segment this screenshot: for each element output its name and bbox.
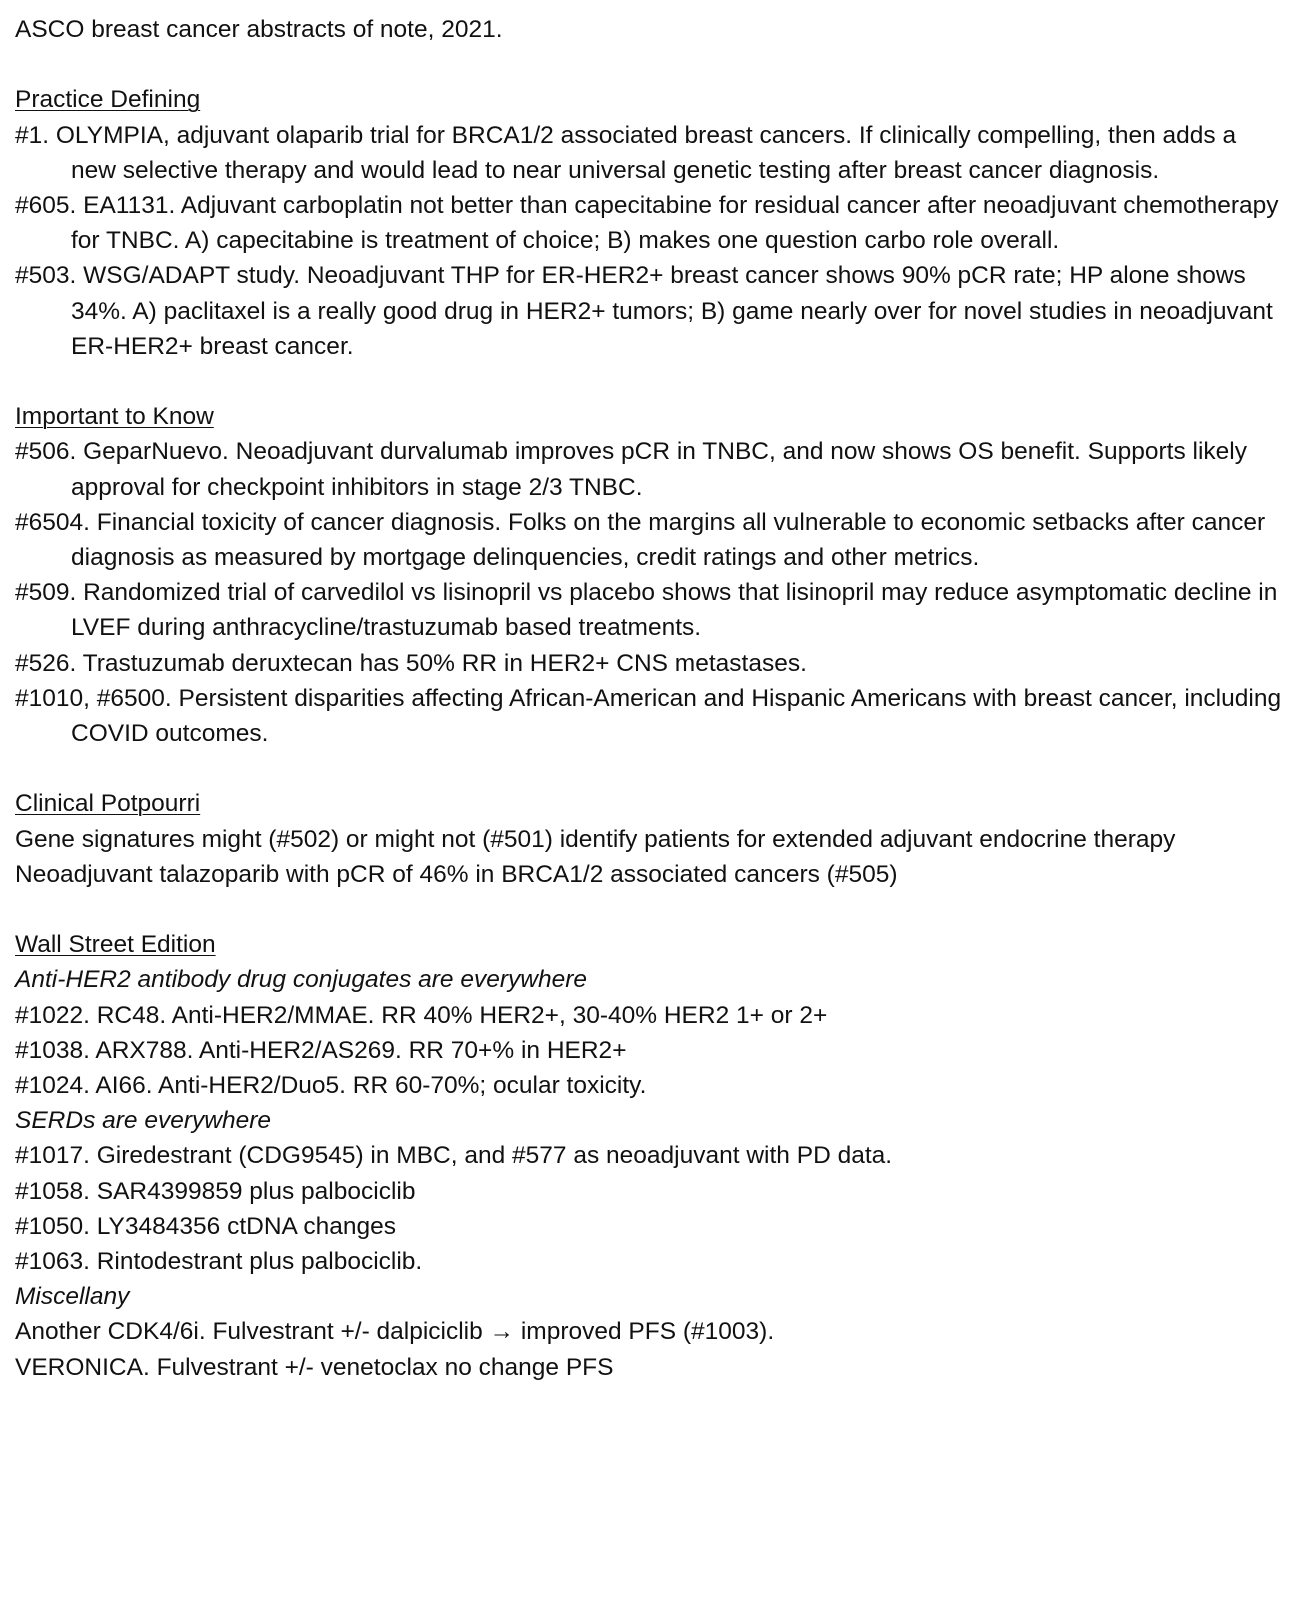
document-body: [15, 12, 1285, 1385]
list-item: #605. EA1131. Adjuvant carboplatin not better than capecitabine for residual cancer after neoadjuvant chemotherapy for TNBC. A) capecitabine is treatment of choice; B) makes one question carbo role overall.: [15, 192, 1279, 255]
subheading-miscellany: Miscellany: [15, 1283, 130, 1311]
list-item: VERONICA. Fulvestrant +/- venetoclax no change PFS: [15, 1353, 614, 1381]
list-item: Gene signatures might (#502) or might not (#501) identify patients for extended adjuvant endocrine therapy: [15, 825, 1176, 853]
list-item: #1038. ARX788. Anti-HER2/AS269. RR 70+% in HER2+: [15, 1036, 627, 1064]
spacer: [15, 47, 1285, 82]
list-item: #503. WSG/ADAPT study. Neoadjuvant THP for ER-HER2+ breast cancer shows 90% pCR rate; HP alone shows 34%. A) paclitaxel is a really good drug in HER2+ tumors; B) game nearly over for novel studies in neoadjuvant ER-HER2+ breast cancer.: [15, 262, 1273, 360]
list-item: #1. OLYMPIA, adjuvant olaparib trial for BRCA1/2 associated breast cancers. If clinically compelling, then adds a new selective therapy and would lead to near universal genetic testing after breast cancer diagnosis.: [15, 121, 1237, 184]
section-heading-clinical-potpourri: Clinical Potpourri: [15, 790, 201, 818]
subheading-serds: SERDs are everywhere: [15, 1107, 271, 1135]
document-title: ASCO breast cancer abstracts of note, 2021.: [15, 16, 503, 43]
list-item: #509. Randomized trial of carvedilol vs lisinopril vs placebo shows that lisinopril may reduce asymptomatic decline in LVEF during anthracycline/trastuzumab based treatments.: [15, 579, 1278, 642]
section-heading-practice-defining: Practice Defining: [15, 86, 201, 114]
list-item: #1024. AI66. Anti-HER2/Duo5. RR 60-70%; ocular toxicity.: [15, 1072, 647, 1100]
list-item: #1010, #6500. Persistent disparities affecting African-American and Hispanic Americans with breast cancer, including COVID outcomes.: [15, 684, 1282, 748]
section-heading-important-to-know: Important to Know: [15, 403, 214, 431]
list-item: Neoadjuvant talazoparib with pCR of 46% in BRCA1/2 associated cancers (#505): [15, 860, 898, 888]
list-item: #506. GeparNuevo. Neoadjuvant durvalumab improves pCR in TNBC, and now shows OS benefit. Supports likely approval for checkpoint inhibitors in stage 2/3 TNBC.: [15, 438, 1247, 501]
list-item: #6504. Financial toxicity of cancer diagnosis. Folks on the margins all vulnerable to economic setbacks after cancer diagnosis as measured by mortgage delinquencies, credit ratings and other metrics.: [15, 508, 1266, 572]
list-item: #1017. Giredestrant (CDG9545) in MBC, and #577 as neoadjuvant with PD data.: [15, 1142, 893, 1170]
list-item: #1063. Rintodestrant plus palbociclib.: [15, 1248, 423, 1276]
spacer: [15, 892, 1285, 927]
list-item: #1058. SAR4399859 plus palbociclib: [15, 1177, 416, 1205]
spacer: [15, 751, 1285, 786]
spacer: [15, 364, 1285, 399]
list-item: #1050. LY3484356 ctDNA changes: [15, 1212, 396, 1240]
section-heading-wall-street-edition: Wall Street Edition: [15, 931, 216, 959]
subheading-anti-her2-adcs: Anti-HER2 antibody drug conjugates are everywhere: [15, 966, 587, 994]
list-item: Another CDK4/6i. Fulvestrant +/- dalpiciclib → improved PFS (#1003).: [15, 1318, 775, 1346]
list-item: #526. Trastuzumab deruxtecan has 50% RR in HER2+ CNS metastases.: [15, 649, 807, 677]
list-item: #1022. RC48. Anti-HER2/MMAE. RR 40% HER2+, 30-40% HER2 1+ or 2+: [15, 1001, 828, 1029]
